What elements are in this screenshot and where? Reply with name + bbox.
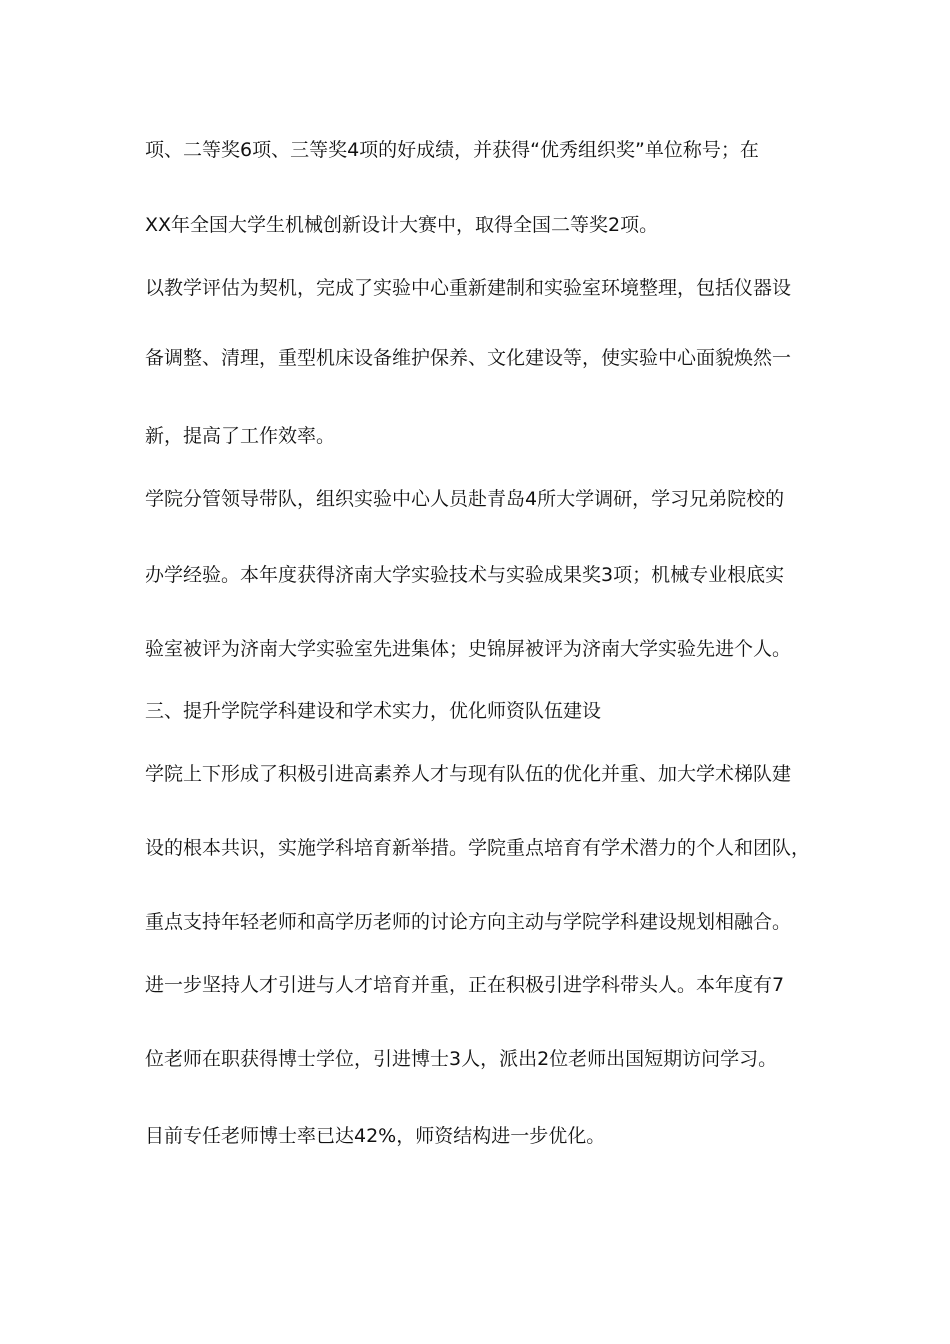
text-line: 进一步坚持人才引进与人才培育并重，正在积极引进学科带头人。本年度有7 [145, 974, 785, 996]
text-line: 学院分管领导带队，组织实验中心人员赴青岛4所大学调研，学习兄弟院校的 [145, 488, 785, 510]
text-line: 以教学评估为契机，完成了实验中心重新建制和实验室环境整理，包括仪器设 [145, 277, 792, 299]
text-line: 项、二等奖6项、三等奖4项的好成绩，并获得“优秀组织奖”单位称号；在 [145, 139, 759, 161]
text-line: 学院上下形成了积极引进高素养人才与现有队伍的优化并重、加大学术梯队建 [145, 763, 792, 785]
text-line: XX年全国大学生机械创新设计大赛中，取得全国二等奖2项。 [145, 214, 659, 236]
text-line: 位老师在职获得博士学位，引进博士3人，派出2位老师出国短期访问学习。 [145, 1048, 778, 1070]
text-line: 办学经验。本年度获得济南大学实验技术与实验成果奖3项；机械专业根底实 [145, 564, 785, 586]
text-line: 重点支持年轻老师和高学历老师的讨论方向主动与学院学科建设规划相融合。 [145, 911, 792, 933]
section-heading: 三、提升学院学科建设和学术实力，优化师资队伍建设 [145, 700, 602, 722]
text-line: 备调整、清理，重型机床设备维护保养、文化建设等，使实验中心面貌焕然一 [145, 347, 792, 369]
text-line: 验室被评为济南大学实验室先进集体；史锦屏被评为济南大学实验先进个人。 [145, 638, 792, 660]
text-line: 新，提高了工作效率。 [145, 425, 336, 447]
text-line: 目前专任老师博士率已达42%，师资结构进一步优化。 [145, 1125, 606, 1147]
text-line: 设的根本共识，实施学科培育新举措。学院重点培育有学术潜力的个人和团队， [145, 837, 810, 859]
